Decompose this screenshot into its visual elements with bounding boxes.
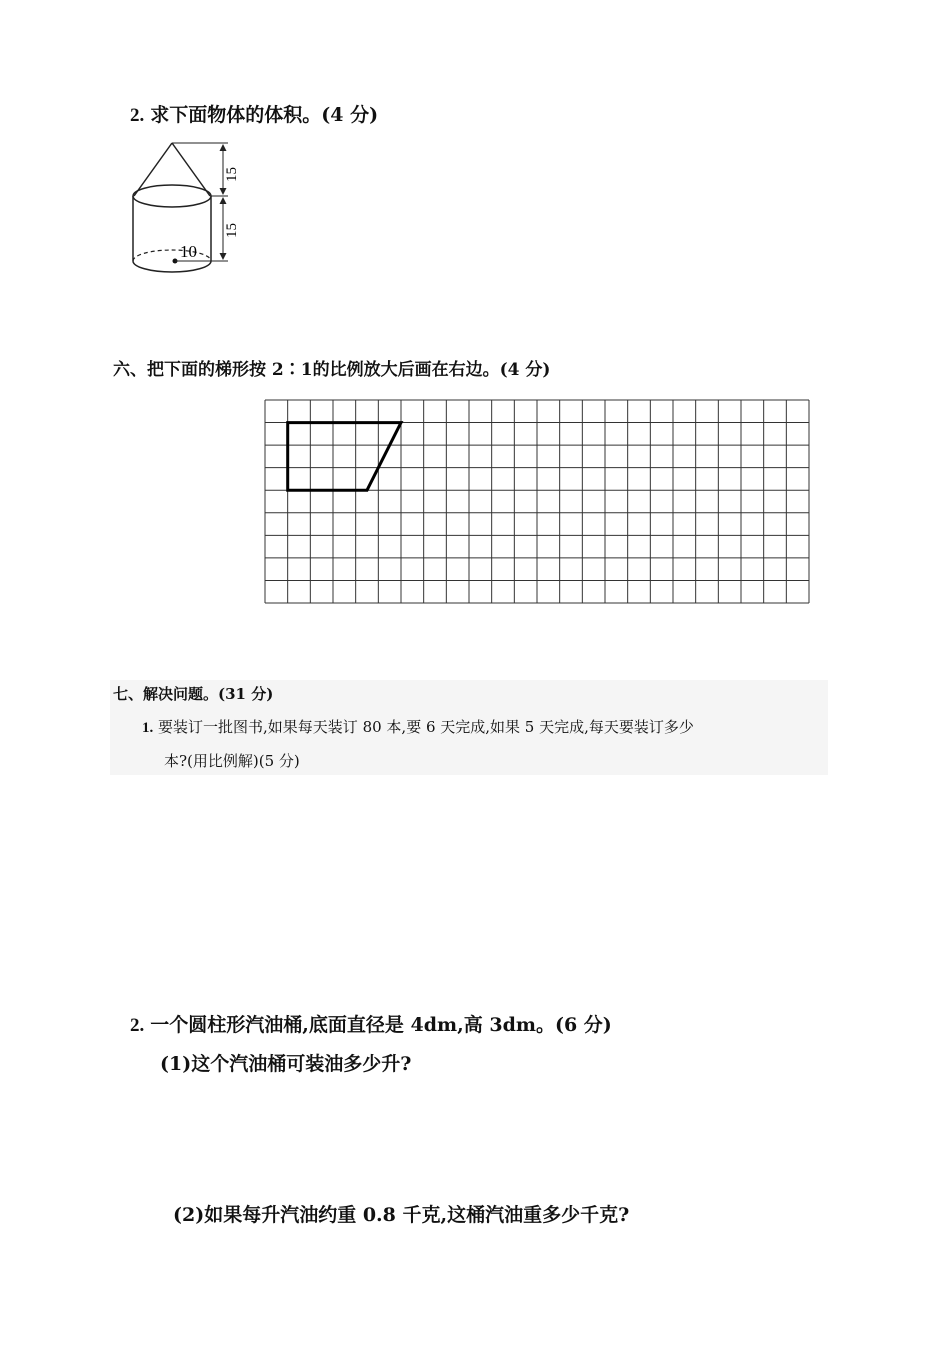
cylinder-bottom-back xyxy=(133,250,211,261)
arrow-down-icon xyxy=(220,188,227,195)
square-grid xyxy=(262,398,812,608)
section-six-title: 六、把下面的梯形按 2∶1的比例放大后画在右边。(4 分) xyxy=(113,360,551,380)
trapezoid-shape xyxy=(288,423,401,491)
problem-2-title xyxy=(130,1010,612,1037)
problem-1-text: 要装订一批图书,如果每天装订 80 本,要 6 天完成,如果 5 天完成,每天要装订多少 xyxy=(158,718,694,736)
cone-cylinder-figure xyxy=(125,138,255,278)
question-text: 求下面物体的体积。(4 分) xyxy=(150,104,379,126)
question-number: 2. xyxy=(130,1015,145,1036)
question-number: 1. xyxy=(142,720,154,736)
question-number: 2. xyxy=(130,105,145,126)
problem-2-subquestion-2: (2)如果每升汽油约重 0.8 千克,这桶汽油重多少千克? xyxy=(173,1204,630,1226)
problem-2-text: 一个圆柱形汽油桶,底面直径是 4dm,高 3dm。(6 分) xyxy=(150,1014,612,1036)
cylinder-top xyxy=(133,185,211,207)
cone-left-edge xyxy=(134,143,172,196)
problem-1-line-1 xyxy=(142,716,694,737)
arrow-up-icon xyxy=(220,144,227,151)
volume-question-title xyxy=(130,100,378,127)
problem-2-subquestion-1: (1)这个汽油桶可装油多少升? xyxy=(160,1053,412,1075)
problem-1-line-2: 本?(用比例解)(5 分) xyxy=(164,752,300,770)
arrow-up-icon xyxy=(220,197,227,204)
section-seven-title: 七、解决问题。(31 分) xyxy=(113,685,274,703)
cylinder-bottom-front xyxy=(133,261,211,272)
cylinder-height-label: 15 xyxy=(224,223,240,238)
grid-lines xyxy=(265,400,809,603)
cone-height-label: 15 xyxy=(224,167,240,182)
cone-right-edge xyxy=(172,143,210,196)
arrow-down-icon xyxy=(220,253,227,260)
radius-label: 10 xyxy=(180,242,197,261)
